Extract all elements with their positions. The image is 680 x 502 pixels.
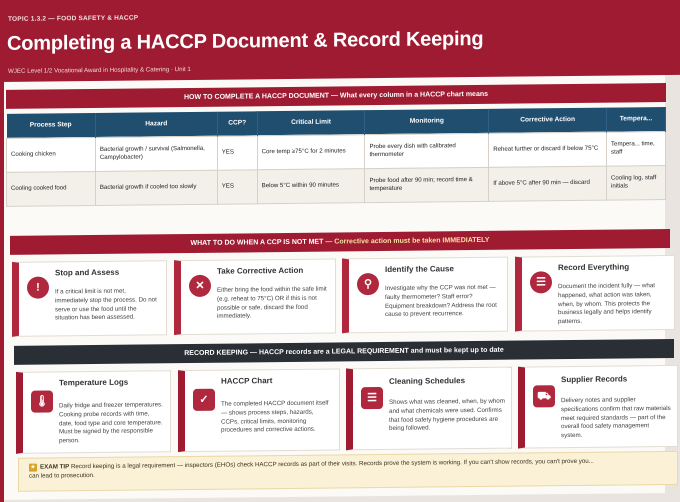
card-text: Shows what was cleaned, when, by whom and what chemicals were used. Confirms that food safety hygiene procedures are being followed. bbox=[389, 397, 505, 433]
card-title: Cleaning Schedules bbox=[389, 376, 466, 386]
search-icon: ⚲ bbox=[357, 273, 379, 295]
table-cell: Cooling log, staff initials bbox=[607, 165, 666, 200]
table-cell: Bacterial growth / survival (Salmonella, Campylobacter) bbox=[95, 136, 217, 171]
ccp-step-identify-cause bbox=[342, 257, 508, 334]
column-header: Hazard bbox=[95, 112, 217, 137]
banner-lead: HOW TO COMPLETE A HACCP DOCUMENT bbox=[183, 92, 330, 102]
column-header: Critical Limit bbox=[257, 110, 365, 135]
section-banner-record-keeping bbox=[14, 339, 674, 365]
banner-lead: RECORD KEEPING bbox=[184, 349, 249, 358]
card-text: Either bring the food within the safe limit (e.g. reheat to 75°C) OR if this is not possible or safe, discard the food immediately. bbox=[217, 285, 327, 321]
table-cell: Below 5°C within 90 minutes bbox=[257, 168, 365, 203]
exam-tip-text: Record keeping is a legal requirement — inspectors (EHOs) check HACCP records as part of their visits. Records prove the system is working. If you can't show records, you can't prove you... bbox=[70, 457, 594, 471]
topic-label: TOPIC 1.3.2 — FOOD SAFETY & HACCP bbox=[8, 14, 139, 23]
ccp-step-stop-assess bbox=[12, 260, 167, 337]
table-cell: YES bbox=[217, 135, 257, 169]
column-header: Tempera... bbox=[607, 107, 666, 132]
column-header: CCP? bbox=[217, 111, 257, 135]
table-cell: Bacterial growth if cooled too slowly bbox=[95, 170, 217, 205]
list-icon: ☰ bbox=[530, 271, 552, 293]
ccp-step-corrective-action bbox=[174, 258, 336, 335]
list-icon: ☰ bbox=[361, 387, 383, 409]
card-title: Temperature Logs bbox=[59, 377, 129, 388]
table-cell: Cooking chicken bbox=[7, 137, 96, 172]
column-header: Corrective Action bbox=[489, 108, 607, 133]
card-title: HACCP Chart bbox=[221, 376, 273, 386]
card-text: The completed HACCP document itself — shows process steps, hazards, CCPs, critical limits, monitoring procedures and corrective actions. bbox=[221, 399, 329, 435]
warning-icon: ! bbox=[27, 276, 49, 298]
haccp-table bbox=[6, 107, 666, 206]
card-text: Document the incident fully — what happened, what action was taken, when, by whom. This protects the business legally and helps identify patterns. bbox=[558, 282, 655, 326]
table-row bbox=[7, 165, 666, 206]
card-title: Take Corrective Action bbox=[217, 265, 304, 276]
record-cleaning-schedules bbox=[346, 367, 512, 451]
record-supplier-records bbox=[518, 365, 678, 449]
table-cell: YES bbox=[217, 169, 257, 203]
ccp-step-record-everything bbox=[515, 255, 675, 332]
column-header: Process Step bbox=[7, 113, 96, 138]
column-header: Monitoring bbox=[365, 109, 489, 134]
record-haccp-chart bbox=[178, 368, 340, 452]
card-text: If a critical limit is not met, immediately stop the process. Do not serve or use the food until the situation has been assessed. bbox=[55, 287, 157, 322]
table-cell: Probe every dish with calibrated thermometer bbox=[365, 133, 489, 168]
card-title: Supplier Records bbox=[561, 374, 628, 385]
card-text: Daily fridge and freezer temperatures. Cooking probe records with time, date, food type and core temperature. Must be signed by the responsible person. bbox=[59, 401, 163, 445]
table-cell: Probe food after 90 min; record time & temperature bbox=[365, 167, 489, 202]
left-accent-bar bbox=[0, 82, 4, 502]
table-cell: Tempera... time, staff bbox=[607, 131, 666, 166]
star-icon: ★ bbox=[30, 464, 36, 471]
card-title: Identify the Cause bbox=[385, 264, 454, 274]
header-band bbox=[0, 0, 680, 82]
truck-icon: ⛟ bbox=[533, 385, 555, 407]
banner-rest: — HACCP records are a LEGAL REQUIREMENT and must be kept up to date bbox=[250, 346, 504, 357]
table-cell: If above 5°C after 90 min — discard bbox=[489, 166, 607, 201]
card-title: Record Everything bbox=[558, 262, 630, 273]
banner-rest: — Corrective action must be taken IMMEDIATELY bbox=[325, 236, 490, 246]
exam-tip-text-cont: can lead to prosecution. bbox=[29, 472, 95, 480]
table-cell: Cooling cooked food bbox=[7, 171, 96, 206]
section-banner-ccp-not-met bbox=[10, 229, 670, 255]
section-banner-how-to bbox=[6, 83, 666, 109]
close-icon: ✕ bbox=[189, 275, 211, 297]
banner-rest: — What every column in a HACCP chart means bbox=[330, 90, 489, 100]
table-cell: Core temp ≥75°C for 2 minutes bbox=[257, 134, 365, 169]
card-title: Stop and Assess bbox=[55, 267, 120, 278]
exam-tip-label: EXAM TIP bbox=[40, 463, 70, 471]
card-text: Delivery notes and supplier specifications confirm that raw materials meet required standards — part of the overall food safety management system. bbox=[561, 396, 671, 440]
thermometer-icon: 🌡 bbox=[31, 390, 53, 412]
exam-tip bbox=[18, 451, 678, 492]
shield-check-icon: ✓ bbox=[193, 389, 215, 411]
banner-lead: WHAT TO DO WHEN A CCP IS NOT MET bbox=[190, 238, 324, 248]
record-temperature-logs bbox=[16, 370, 171, 454]
table-cell: Reheat further or discard if below 75°C bbox=[489, 132, 607, 167]
page-subtitle: WJEC Level 1/2 Vocational Award in Hospitality & Catering · Unit 1 bbox=[8, 66, 191, 75]
page-title: Completing a HACCP Document & Record Keeping bbox=[7, 27, 484, 55]
card-text: Investigate why the CCP was not met — faulty thermometer? Staff error? Equipment breakdown? Address the root cause to prevent recurrence. bbox=[385, 283, 497, 319]
